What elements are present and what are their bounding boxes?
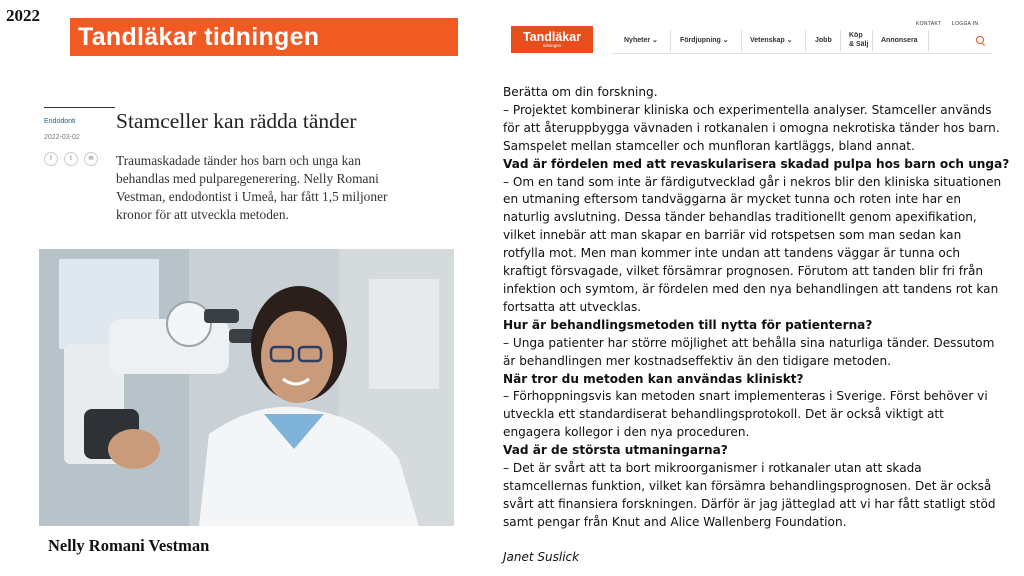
chevron-down-icon: ⌄	[652, 37, 658, 44]
category-link[interactable]: Endodonti	[44, 118, 76, 125]
interview-line: är behandlingen mer kostnadseffektiv än den tidigare metoden.	[503, 353, 891, 368]
photo-caption: Nelly Romani Vestman	[48, 536, 210, 555]
year-label: 2022	[6, 6, 40, 25]
interview-line: infektion och symtom, är fördelen med den nya behandlingen att tandens rot kan	[503, 281, 999, 296]
lead-line: Traumaskadade tänder hos barn och unga kan	[116, 153, 361, 168]
site-logo-text: Tandläkar	[522, 30, 582, 44]
lead-line: kronor för att utveckla metoden.	[116, 207, 289, 222]
nav-divider	[840, 30, 841, 52]
nav-item-vetenskap[interactable]	[750, 30, 792, 52]
nav-item-jobb[interactable]: Jobb	[815, 37, 832, 44]
chevron-down-icon: ⌄	[722, 37, 729, 44]
interview-line: – Unga patienter har större möjlighet att behålla sina naturliga tänder. Dessutom	[503, 335, 995, 350]
email-icon[interactable]: ✉	[84, 152, 98, 166]
interview-line: fortsatta att utvecklas.	[503, 299, 642, 314]
article-lead	[116, 152, 456, 224]
interview-question: Vad är fördelen med att revaskularisera skadad pulpa hos barn och unga?	[503, 156, 1010, 171]
nav-underline	[612, 53, 992, 54]
interview-line: en utmaning eftersom tandväggarna är mycket tunna och roten inte har en	[503, 192, 962, 207]
nav-label: Vetenskap	[750, 37, 785, 44]
chevron-down-icon: ⌄	[786, 37, 793, 44]
nav-item-annonsera[interactable]: Annonsera	[881, 37, 918, 44]
nav-divider	[928, 30, 929, 52]
article-photo	[39, 249, 454, 526]
facebook-icon[interactable]: f	[44, 152, 58, 166]
interview-line: Samspelet mellan stamceller och munfloran kartläggs, bland annat.	[503, 138, 915, 153]
interview-line: engagera kollegor i den nya proceduren.	[503, 425, 750, 440]
lead-line: Vestman, endodontist i Umeå, har fått 1,5 miljoner	[116, 189, 388, 204]
nav-item-kop-salj[interactable]: Köp & Sälj	[849, 32, 869, 48]
twitter-icon[interactable]: t	[64, 152, 78, 166]
interview-line: kraftigt försvagade, vilket försämrar prognosen. Förutom att tanden blir fri från	[503, 264, 984, 279]
author-byline: Janet Suslick	[503, 550, 580, 564]
nav-divider	[872, 30, 873, 52]
nav-label: Fördjupning	[680, 37, 721, 44]
site-logo-sub: tidningen	[542, 43, 562, 48]
interview-text	[503, 84, 1018, 532]
banner-title: Tandläkar tidningen	[70, 18, 458, 56]
nav-divider	[670, 30, 671, 52]
lead-line: behandlas med pulparegenerering. Nelly Romani	[116, 171, 379, 186]
interview-question: När tror du metoden kan användas kliniskt?	[503, 371, 804, 386]
category-rule	[44, 107, 115, 108]
interview-line: för att återuppbygga vävnaden i rotkanalen i omogna nekrotiska tänder hos barn.	[503, 120, 1000, 135]
interview-line: vilket innebär att man skapar en barriär vid rotspetsen som man sedan kan	[503, 228, 962, 243]
nav-divider	[741, 30, 742, 52]
interview-line: svårt att finansiera forskningen. Därför är jag jätteglad att vi har fått statligt stöd	[503, 496, 996, 511]
nav-item-nyheter[interactable]	[624, 30, 658, 52]
nav-label: Nyheter	[624, 37, 651, 44]
interview-line: – Projektet kombinerar kliniska och experimentella analyser. Stamceller används	[503, 102, 992, 117]
interview-question: Vad är de största utmaningarna?	[503, 443, 728, 458]
site-logo[interactable]	[511, 26, 593, 53]
nav-divider	[805, 30, 806, 52]
search-icon[interactable]	[976, 36, 984, 44]
interview-line: – Om en tand som inte är färdigutvecklad går i nekros blir den kliniska situationen	[503, 174, 1002, 189]
publish-date: 2022-03-02	[44, 134, 80, 141]
interview-line: utveckla ett standardiserat behandlingsprotokoll. Det är också viktigt att	[503, 407, 944, 422]
interview-line: samt pengar från Knut and Alice Wallenberg Foundation.	[503, 514, 847, 529]
interview-line: rotfylla mot. Men man kommer inte undan att tandens väggar är tunna och	[503, 246, 961, 261]
interview-line: – Förhoppningsvis kan metoden snart implementeras i Sverige. Först behöver vi	[503, 389, 988, 404]
contact-link[interactable]: KONTAKT	[916, 21, 942, 27]
interview-line: naturlig avslutning. Dessa tänder behandlas traditionellt genom apexifikation,	[503, 210, 977, 225]
interview-line: – Det är svårt att ta bort mikroorganismer i rotkanaler utan att skada	[503, 461, 922, 476]
interview-question: Hur är behandlingsmetoden till nytta för patienterna?	[503, 317, 873, 332]
article-headline: Stamceller kan rädda tänder	[116, 109, 357, 133]
nav-item-fordjupning[interactable]	[680, 30, 729, 52]
login-link[interactable]: LOGGA IN	[952, 21, 979, 27]
interview-line: Berätta om din forskning.	[503, 85, 658, 99]
interview-line: stamcellernas funktion, vilket kan försämra behandlingsprognosen. Det är också	[503, 478, 992, 493]
